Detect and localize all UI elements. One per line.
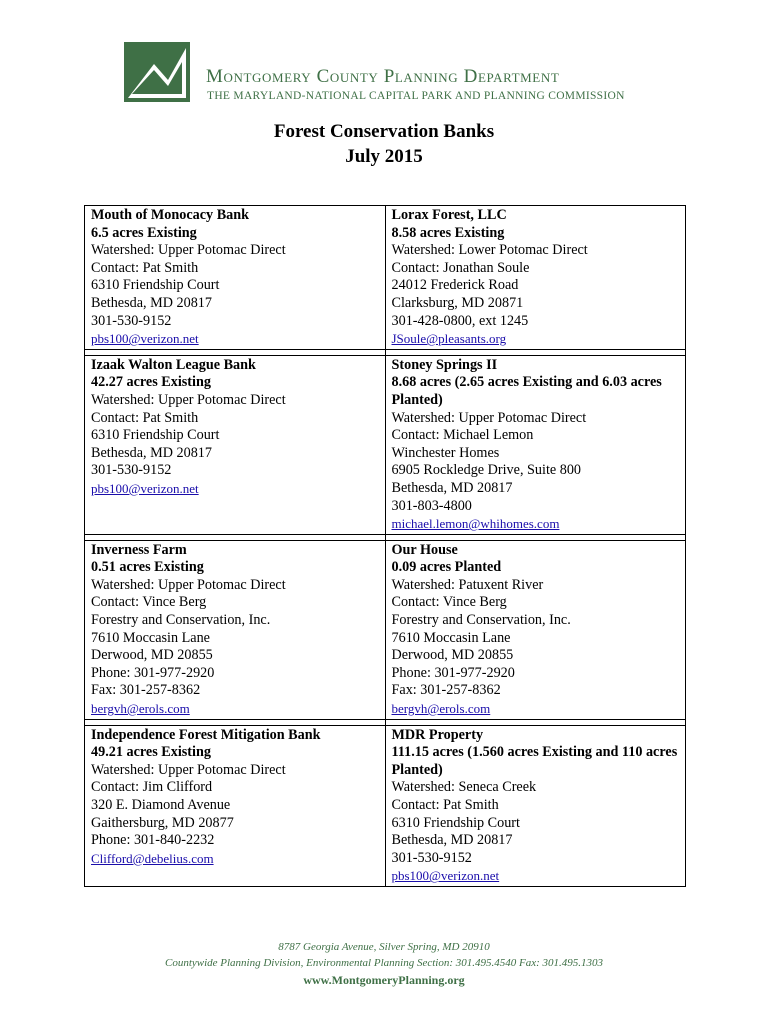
bank-phone: 301-530-9152	[391, 849, 472, 866]
bank-row	[85, 355, 686, 534]
bank-cell	[385, 540, 686, 719]
bank-email-link[interactable]: pbs100@verizon.net	[91, 480, 199, 496]
bank-phone: 301-530-9152	[91, 312, 172, 329]
bank-acres: 0.09 acres Planted	[391, 559, 502, 576]
bank-phone: Fax: 301-257-8362	[91, 682, 201, 699]
bank-phone: Phone: 301-977-2920	[391, 664, 515, 681]
bank-row	[85, 206, 686, 350]
bank-name: Lorax Forest, LLC	[391, 207, 507, 223]
bank-address-line: 6310 Friendship Court	[91, 277, 220, 294]
org-name: Montgomery County Planning Department	[206, 66, 560, 87]
bank-address-line: 7610 Moccasin Lane	[391, 629, 511, 646]
bank-contact: Contact: Jonathan Soule	[391, 259, 530, 276]
bank-watershed: Watershed: Upper Potomac Direct	[91, 576, 286, 593]
bank-watershed: Watershed: Upper Potomac Direct	[91, 242, 286, 259]
bank-address-line: Derwood, MD 20855	[91, 647, 213, 664]
bank-watershed: Watershed: Seneca Creek	[391, 779, 537, 796]
bank-address-line: Clarksburg, MD 20871	[391, 294, 524, 311]
document-date: July 2015	[345, 146, 423, 167]
bank-contact: Contact: Pat Smith	[391, 797, 499, 813]
bank-email-link[interactable]: bergvh@erols.com	[391, 701, 491, 717]
bank-address-line: 6310 Friendship Court	[91, 427, 220, 444]
bank-watershed: Watershed: Upper Potomac Direct	[91, 391, 286, 408]
bank-address-line: Gaithersburg, MD 20877	[91, 814, 234, 831]
bank-cell	[385, 206, 686, 350]
bank-acres: 6.5 acres Existing	[91, 224, 197, 241]
bank-contact: Contact: Jim Clifford	[91, 779, 213, 796]
bank-acres: 42.27 acres Existing	[91, 374, 211, 391]
footer-address: 8787 Georgia Avenue, Silver Spring, MD 20910	[278, 941, 490, 953]
bank-phone: 301-803-4800	[391, 497, 472, 514]
bank-watershed: Watershed: Patuxent River	[391, 576, 544, 593]
bank-email-link[interactable]: pbs100@verizon.net	[91, 331, 199, 347]
bank-address-line: Winchester Homes	[391, 444, 500, 461]
bank-phone: 301-530-9152	[91, 462, 172, 479]
letterhead	[124, 42, 644, 106]
bank-acres: 49.21 acres Existing	[91, 744, 211, 761]
bank-row	[85, 725, 686, 886]
bank-row	[85, 540, 686, 719]
bank-address-line: Derwood, MD 20855	[391, 647, 514, 664]
bank-address-line: 320 E. Diamond Avenue	[91, 797, 231, 813]
bank-address-line: Forestry and Conservation, Inc.	[391, 612, 571, 629]
bank-watershed: Watershed: Upper Potomac Direct	[91, 761, 286, 778]
footer-website-link[interactable]: www.MontgomeryPlanning.org	[303, 973, 465, 987]
bank-cell	[85, 355, 386, 534]
bank-name: Our House	[391, 541, 458, 558]
bank-name: Mouth of Monocacy Bank	[91, 207, 250, 223]
bank-phone: Phone: 301-977-2920	[91, 664, 215, 681]
footer-division: Countywide Planning Division, Environmental Planning Section: 301.495.4540 Fax: 301.495.1303	[164, 957, 603, 969]
bank-email-link[interactable]: bergvh@erols.com	[91, 701, 190, 717]
bank-acres: 0.51 acres Existing	[91, 559, 204, 576]
bank-name: Izaak Walton League Bank	[91, 356, 256, 373]
bank-cell	[385, 355, 686, 534]
bank-cell	[85, 206, 386, 350]
bank-contact: Contact: Pat Smith	[91, 409, 199, 426]
bank-name: Inverness Farm	[91, 541, 187, 558]
bank-name: Independence Forest Mitigation Bank	[91, 726, 321, 743]
bank-address-line: Bethesda, MD 20817	[391, 479, 513, 496]
bank-contact: Contact: Vince Berg	[391, 594, 507, 611]
bank-email-link[interactable]: JSoule@pleasants.org	[391, 331, 507, 347]
bank-address-line: Forestry and Conservation, Inc.	[91, 612, 271, 629]
bank-contact: Contact: Pat Smith	[91, 259, 199, 276]
banks-table	[84, 205, 686, 887]
bank-cell	[385, 725, 686, 886]
bank-address-line: 6905 Rockledge Drive, Suite 800	[391, 462, 582, 479]
bank-contact: Contact: Vince Berg	[91, 594, 207, 611]
bank-address-line: 6310 Friendship Court	[391, 814, 520, 831]
bank-email-link[interactable]: pbs100@verizon.net	[391, 868, 500, 884]
bank-address-line: Bethesda, MD 20817	[91, 444, 212, 461]
bank-acres: 111.15 acres (1.560 acres Existing and 110 acres Planted)	[391, 744, 678, 778]
mncppc-logo-icon	[124, 42, 190, 102]
bank-watershed: Watershed: Lower Potomac Direct	[391, 242, 588, 259]
bank-cell	[85, 725, 386, 886]
bank-phone: Fax: 301-257-8362	[391, 682, 501, 699]
bank-address-line: 24012 Frederick Road	[391, 277, 519, 294]
bank-name: MDR Property	[391, 726, 484, 743]
bank-address-line: Bethesda, MD 20817	[91, 294, 212, 311]
bank-name: Stoney Springs II	[391, 356, 498, 373]
bank-contact: Contact: Michael Lemon	[391, 427, 534, 444]
org-subtitle: THE MARYLAND-NATIONAL CAPITAL PARK AND PLANNING COMMISSION	[207, 90, 625, 102]
bank-email-link[interactable]: Clifford@debelius.com	[91, 850, 214, 866]
bank-email-link[interactable]: michael.lemon@whihomes.com	[391, 516, 560, 532]
bank-acres: 8.68 acres (2.65 acres Existing and 6.03 acres Planted)	[391, 374, 662, 408]
bank-watershed: Watershed: Upper Potomac Direct	[391, 409, 587, 426]
bank-phone: Phone: 301-840-2232	[91, 832, 215, 849]
bank-acres: 8.58 acres Existing	[391, 224, 505, 241]
bank-address-line: 7610 Moccasin Lane	[91, 629, 210, 646]
bank-phone: 301-428-0800, ext 1245	[391, 312, 529, 329]
bank-address-line: Bethesda, MD 20817	[391, 832, 513, 849]
bank-cell	[85, 540, 386, 719]
document-title: Forest Conservation Banks	[273, 121, 495, 142]
